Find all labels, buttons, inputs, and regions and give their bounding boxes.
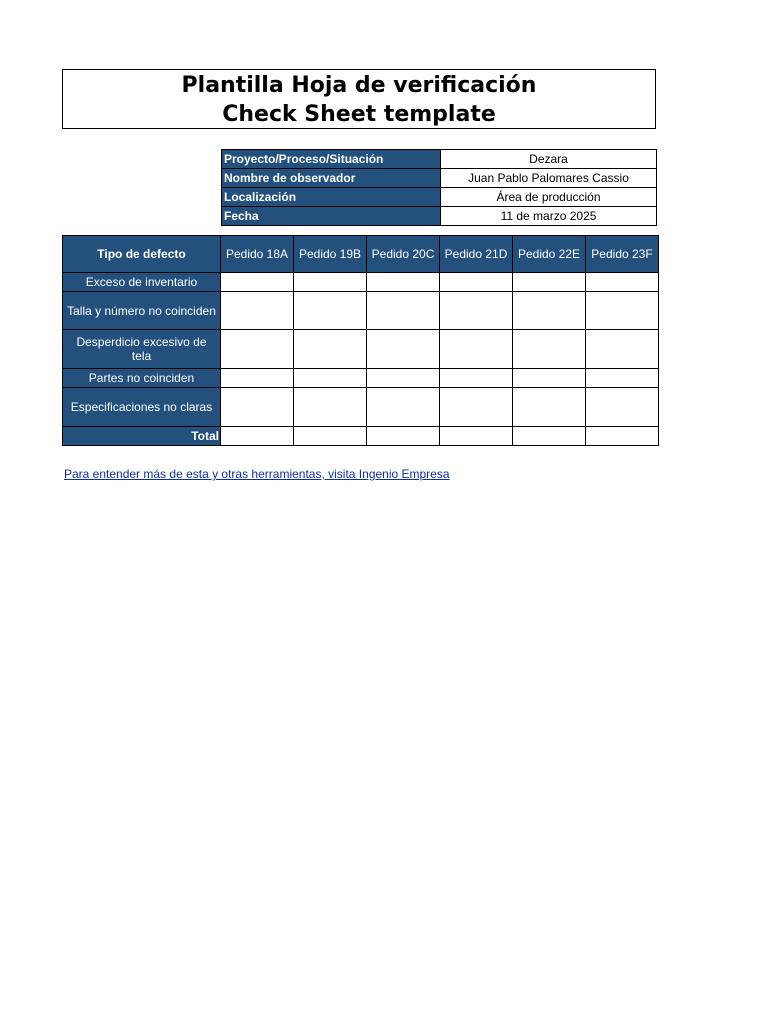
- tally-cell[interactable]: [586, 388, 659, 427]
- total-cell[interactable]: [586, 427, 659, 446]
- table-row: [63, 273, 659, 292]
- info-value[interactable]: 11 de marzo 2025: [441, 207, 657, 226]
- tally-cell[interactable]: [513, 292, 586, 330]
- info-label: Proyecto/Proceso/Situación: [222, 150, 441, 169]
- tally-cell[interactable]: [367, 292, 440, 330]
- defect-label: Exceso de inventario: [63, 273, 221, 292]
- tally-cell[interactable]: [294, 273, 367, 292]
- tally-cell[interactable]: [440, 273, 513, 292]
- tally-cell[interactable]: [586, 330, 659, 369]
- header-defect-type: Tipo de defecto: [63, 236, 221, 273]
- info-row-project: [222, 150, 657, 169]
- title-line-2: Check Sheet template: [222, 102, 496, 127]
- info-label: Localización: [222, 188, 441, 207]
- info-label: Fecha: [222, 207, 441, 226]
- check-sheet-table: [62, 235, 659, 446]
- tally-cell[interactable]: [221, 273, 294, 292]
- title-line-1: Plantilla Hoja de verificación: [181, 73, 537, 98]
- info-row-location: [222, 188, 657, 207]
- total-row: [63, 427, 659, 446]
- table-row: [63, 369, 659, 388]
- header-order: Pedido 19B: [294, 236, 367, 273]
- defect-label: Partes no coinciden: [63, 369, 221, 388]
- info-value[interactable]: Dezara: [441, 150, 657, 169]
- tally-cell[interactable]: [513, 330, 586, 369]
- tally-cell[interactable]: [513, 273, 586, 292]
- header-order: Pedido 23F: [586, 236, 659, 273]
- tally-cell[interactable]: [440, 292, 513, 330]
- tally-cell[interactable]: [586, 369, 659, 388]
- header-order: Pedido 22E: [513, 236, 586, 273]
- header-order: Pedido 20C: [367, 236, 440, 273]
- tally-cell[interactable]: [367, 369, 440, 388]
- info-row-observer: [222, 169, 657, 188]
- tally-cell[interactable]: [586, 273, 659, 292]
- tally-cell[interactable]: [440, 369, 513, 388]
- total-cell[interactable]: [221, 427, 294, 446]
- info-table: [221, 149, 657, 226]
- defect-label: Especificaciones no claras: [63, 388, 221, 427]
- total-label: Total: [63, 427, 221, 446]
- tally-cell[interactable]: [221, 369, 294, 388]
- table-row: [63, 330, 659, 369]
- tally-cell[interactable]: [294, 369, 367, 388]
- tally-cell[interactable]: [294, 330, 367, 369]
- total-cell[interactable]: [367, 427, 440, 446]
- header-order: Pedido 18A: [221, 236, 294, 273]
- tally-cell[interactable]: [367, 388, 440, 427]
- tally-cell[interactable]: [440, 330, 513, 369]
- tally-cell[interactable]: [513, 369, 586, 388]
- info-value[interactable]: Juan Pablo Palomares Cassio: [441, 169, 657, 188]
- tally-cell[interactable]: [586, 292, 659, 330]
- total-cell[interactable]: [513, 427, 586, 446]
- tally-cell[interactable]: [367, 273, 440, 292]
- tally-cell[interactable]: [367, 330, 440, 369]
- total-cell[interactable]: [294, 427, 367, 446]
- header-row: [63, 236, 659, 273]
- defect-label: Talla y número no coinciden: [63, 292, 221, 330]
- total-cell[interactable]: [440, 427, 513, 446]
- tally-cell[interactable]: [440, 388, 513, 427]
- tally-cell[interactable]: [221, 292, 294, 330]
- tally-cell[interactable]: [294, 292, 367, 330]
- sheet-title: [62, 69, 656, 129]
- tally-cell[interactable]: [513, 388, 586, 427]
- info-label: Nombre de observador: [222, 169, 441, 188]
- ingenio-empresa-link[interactable]: Para entender más de esta y otras herramientas, visita Ingenio Empresa: [64, 467, 450, 481]
- tally-cell[interactable]: [221, 388, 294, 427]
- info-row-date: [222, 207, 657, 226]
- table-row: [63, 388, 659, 427]
- header-order: Pedido 21D: [440, 236, 513, 273]
- info-value[interactable]: Área de producción: [441, 188, 657, 207]
- tally-cell[interactable]: [221, 330, 294, 369]
- table-row: [63, 292, 659, 330]
- tally-cell[interactable]: [294, 388, 367, 427]
- defect-label: Desperdicio excesivo de tela: [63, 330, 221, 369]
